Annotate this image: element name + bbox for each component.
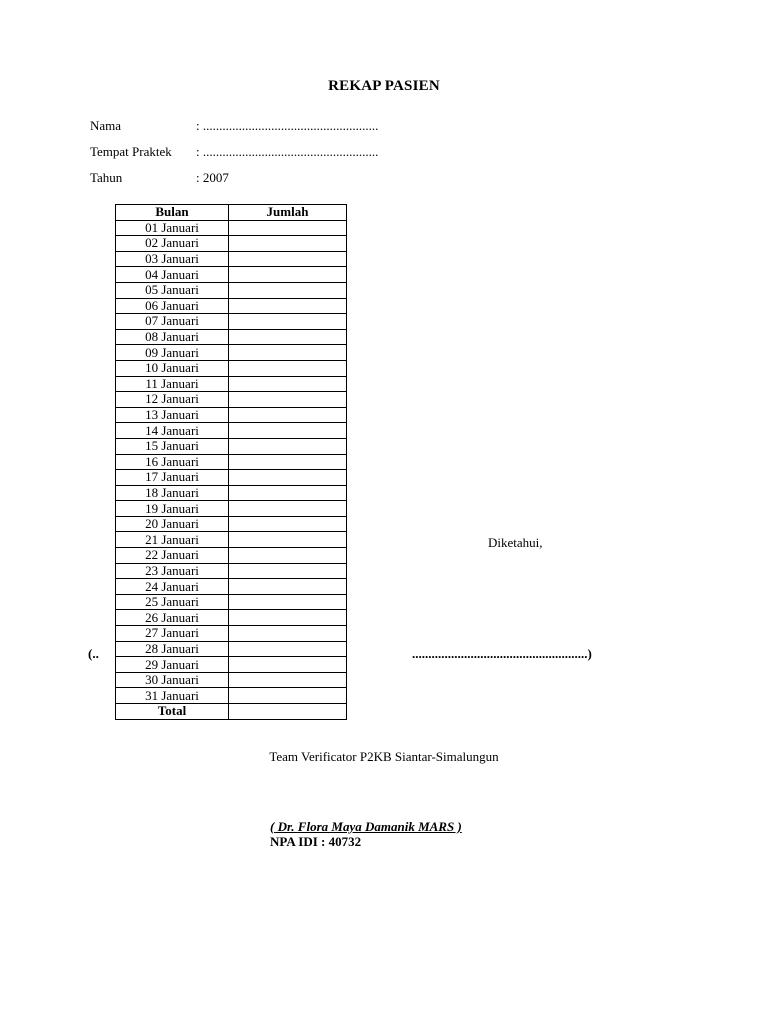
cell-bulan: 24 Januari bbox=[116, 579, 229, 595]
cell-bulan: 20 Januari bbox=[116, 516, 229, 532]
cell-jumlah bbox=[229, 438, 347, 454]
cell-bulan: 13 Januari bbox=[116, 407, 229, 423]
table-row bbox=[116, 641, 347, 657]
cell-bulan: 08 Januari bbox=[116, 329, 229, 345]
cell-bulan: 31 Januari bbox=[116, 688, 229, 704]
cell-jumlah bbox=[229, 501, 347, 517]
table-row bbox=[116, 610, 347, 626]
doctor-name: ( Dr. Flora Maya Damanik MARS ) bbox=[270, 819, 462, 834]
cell-bulan: 05 Januari bbox=[116, 282, 229, 298]
cell-jumlah bbox=[229, 251, 347, 267]
signature-left-placeholder: (.. bbox=[88, 646, 99, 661]
npa-idi: NPA IDI : 40732 bbox=[270, 834, 362, 849]
table-total-row bbox=[116, 704, 347, 720]
cell-jumlah bbox=[229, 267, 347, 283]
table-row bbox=[116, 407, 347, 423]
cell-bulan: 27 Januari bbox=[116, 626, 229, 642]
table-row bbox=[116, 579, 347, 595]
table-row bbox=[116, 267, 347, 283]
cell-jumlah bbox=[229, 657, 347, 673]
cell-jumlah bbox=[229, 672, 347, 688]
table-row bbox=[116, 563, 347, 579]
cell-bulan: 21 Januari bbox=[116, 532, 229, 548]
table-row bbox=[116, 438, 347, 454]
table-row bbox=[116, 298, 347, 314]
cell-jumlah bbox=[229, 563, 347, 579]
field-label-nama: Nama bbox=[90, 118, 122, 133]
table-row bbox=[116, 672, 347, 688]
cell-bulan: 15 Januari bbox=[116, 438, 229, 454]
field-label-tahun: Tahun bbox=[90, 170, 123, 185]
table-row bbox=[116, 501, 347, 517]
cell-jumlah bbox=[229, 548, 347, 564]
cell-jumlah bbox=[229, 532, 347, 548]
team-verificator: Team Verificator P2KB Siantar-Simalungun bbox=[269, 749, 499, 764]
cell-jumlah bbox=[229, 345, 347, 361]
cell-jumlah bbox=[229, 579, 347, 595]
cell-jumlah bbox=[229, 641, 347, 657]
cell-bulan: 01 Januari bbox=[116, 220, 229, 236]
field-value-tahun: : 2007 bbox=[196, 170, 229, 185]
table-row bbox=[116, 392, 347, 408]
table-row bbox=[116, 454, 347, 470]
cell-total-value bbox=[229, 704, 347, 720]
cell-bulan: 22 Januari bbox=[116, 548, 229, 564]
table-row bbox=[116, 548, 347, 564]
header-jumlah: Jumlah bbox=[229, 205, 347, 221]
rekap-table bbox=[115, 204, 347, 720]
cell-bulan: 14 Januari bbox=[116, 423, 229, 439]
diketahui-label: Diketahui, bbox=[488, 535, 543, 550]
cell-jumlah bbox=[229, 594, 347, 610]
cell-jumlah bbox=[229, 282, 347, 298]
cell-jumlah bbox=[229, 360, 347, 376]
cell-jumlah bbox=[229, 610, 347, 626]
cell-bulan: 07 Januari bbox=[116, 314, 229, 330]
cell-bulan: 29 Januari bbox=[116, 657, 229, 673]
cell-jumlah bbox=[229, 485, 347, 501]
table-row bbox=[116, 376, 347, 392]
cell-bulan: 10 Januari bbox=[116, 360, 229, 376]
cell-jumlah bbox=[229, 236, 347, 252]
table-row bbox=[116, 345, 347, 361]
cell-jumlah bbox=[229, 470, 347, 486]
table-row bbox=[116, 470, 347, 486]
cell-jumlah bbox=[229, 688, 347, 704]
table-row bbox=[116, 657, 347, 673]
cell-bulan: 30 Januari bbox=[116, 672, 229, 688]
cell-bulan: 17 Januari bbox=[116, 470, 229, 486]
cell-jumlah bbox=[229, 392, 347, 408]
table-row bbox=[116, 282, 347, 298]
field-value-tempat-praktek: : ...................................................... bbox=[196, 144, 379, 159]
table-row bbox=[116, 485, 347, 501]
cell-jumlah bbox=[229, 516, 347, 532]
cell-bulan: 11 Januari bbox=[116, 376, 229, 392]
table-row bbox=[116, 594, 347, 610]
cell-jumlah bbox=[229, 407, 347, 423]
table-row bbox=[116, 532, 347, 548]
signature-right-placeholder: ......................................................) bbox=[412, 646, 592, 661]
cell-jumlah bbox=[229, 314, 347, 330]
table-row bbox=[116, 329, 347, 345]
table-row bbox=[116, 251, 347, 267]
table-row bbox=[116, 314, 347, 330]
cell-bulan: 28 Januari bbox=[116, 641, 229, 657]
table-row bbox=[116, 360, 347, 376]
cell-jumlah bbox=[229, 626, 347, 642]
cell-bulan: 06 Januari bbox=[116, 298, 229, 314]
cell-bulan: 16 Januari bbox=[116, 454, 229, 470]
cell-bulan: 04 Januari bbox=[116, 267, 229, 283]
table-row bbox=[116, 236, 347, 252]
cell-jumlah bbox=[229, 454, 347, 470]
cell-bulan: 03 Januari bbox=[116, 251, 229, 267]
table-row bbox=[116, 688, 347, 704]
cell-jumlah bbox=[229, 423, 347, 439]
cell-bulan: 09 Januari bbox=[116, 345, 229, 361]
field-label-tempat-praktek: Tempat Praktek bbox=[90, 144, 172, 159]
cell-bulan: 23 Januari bbox=[116, 563, 229, 579]
field-value-nama: : ...................................................... bbox=[196, 118, 379, 133]
table-row bbox=[116, 220, 347, 236]
table-row bbox=[116, 626, 347, 642]
table-row bbox=[116, 516, 347, 532]
table-header-row bbox=[116, 205, 347, 221]
cell-bulan: 02 Januari bbox=[116, 236, 229, 252]
cell-jumlah bbox=[229, 329, 347, 345]
cell-bulan: 19 Januari bbox=[116, 501, 229, 517]
cell-total-label: Total bbox=[116, 704, 229, 720]
cell-bulan: 25 Januari bbox=[116, 594, 229, 610]
cell-jumlah bbox=[229, 376, 347, 392]
table-row bbox=[116, 423, 347, 439]
document-title: REKAP PASIEN bbox=[328, 78, 440, 94]
cell-bulan: 12 Januari bbox=[116, 392, 229, 408]
cell-bulan: 18 Januari bbox=[116, 485, 229, 501]
cell-jumlah bbox=[229, 298, 347, 314]
cell-bulan: 26 Januari bbox=[116, 610, 229, 626]
header-bulan: Bulan bbox=[116, 205, 229, 221]
table-body bbox=[116, 220, 347, 719]
cell-jumlah bbox=[229, 220, 347, 236]
